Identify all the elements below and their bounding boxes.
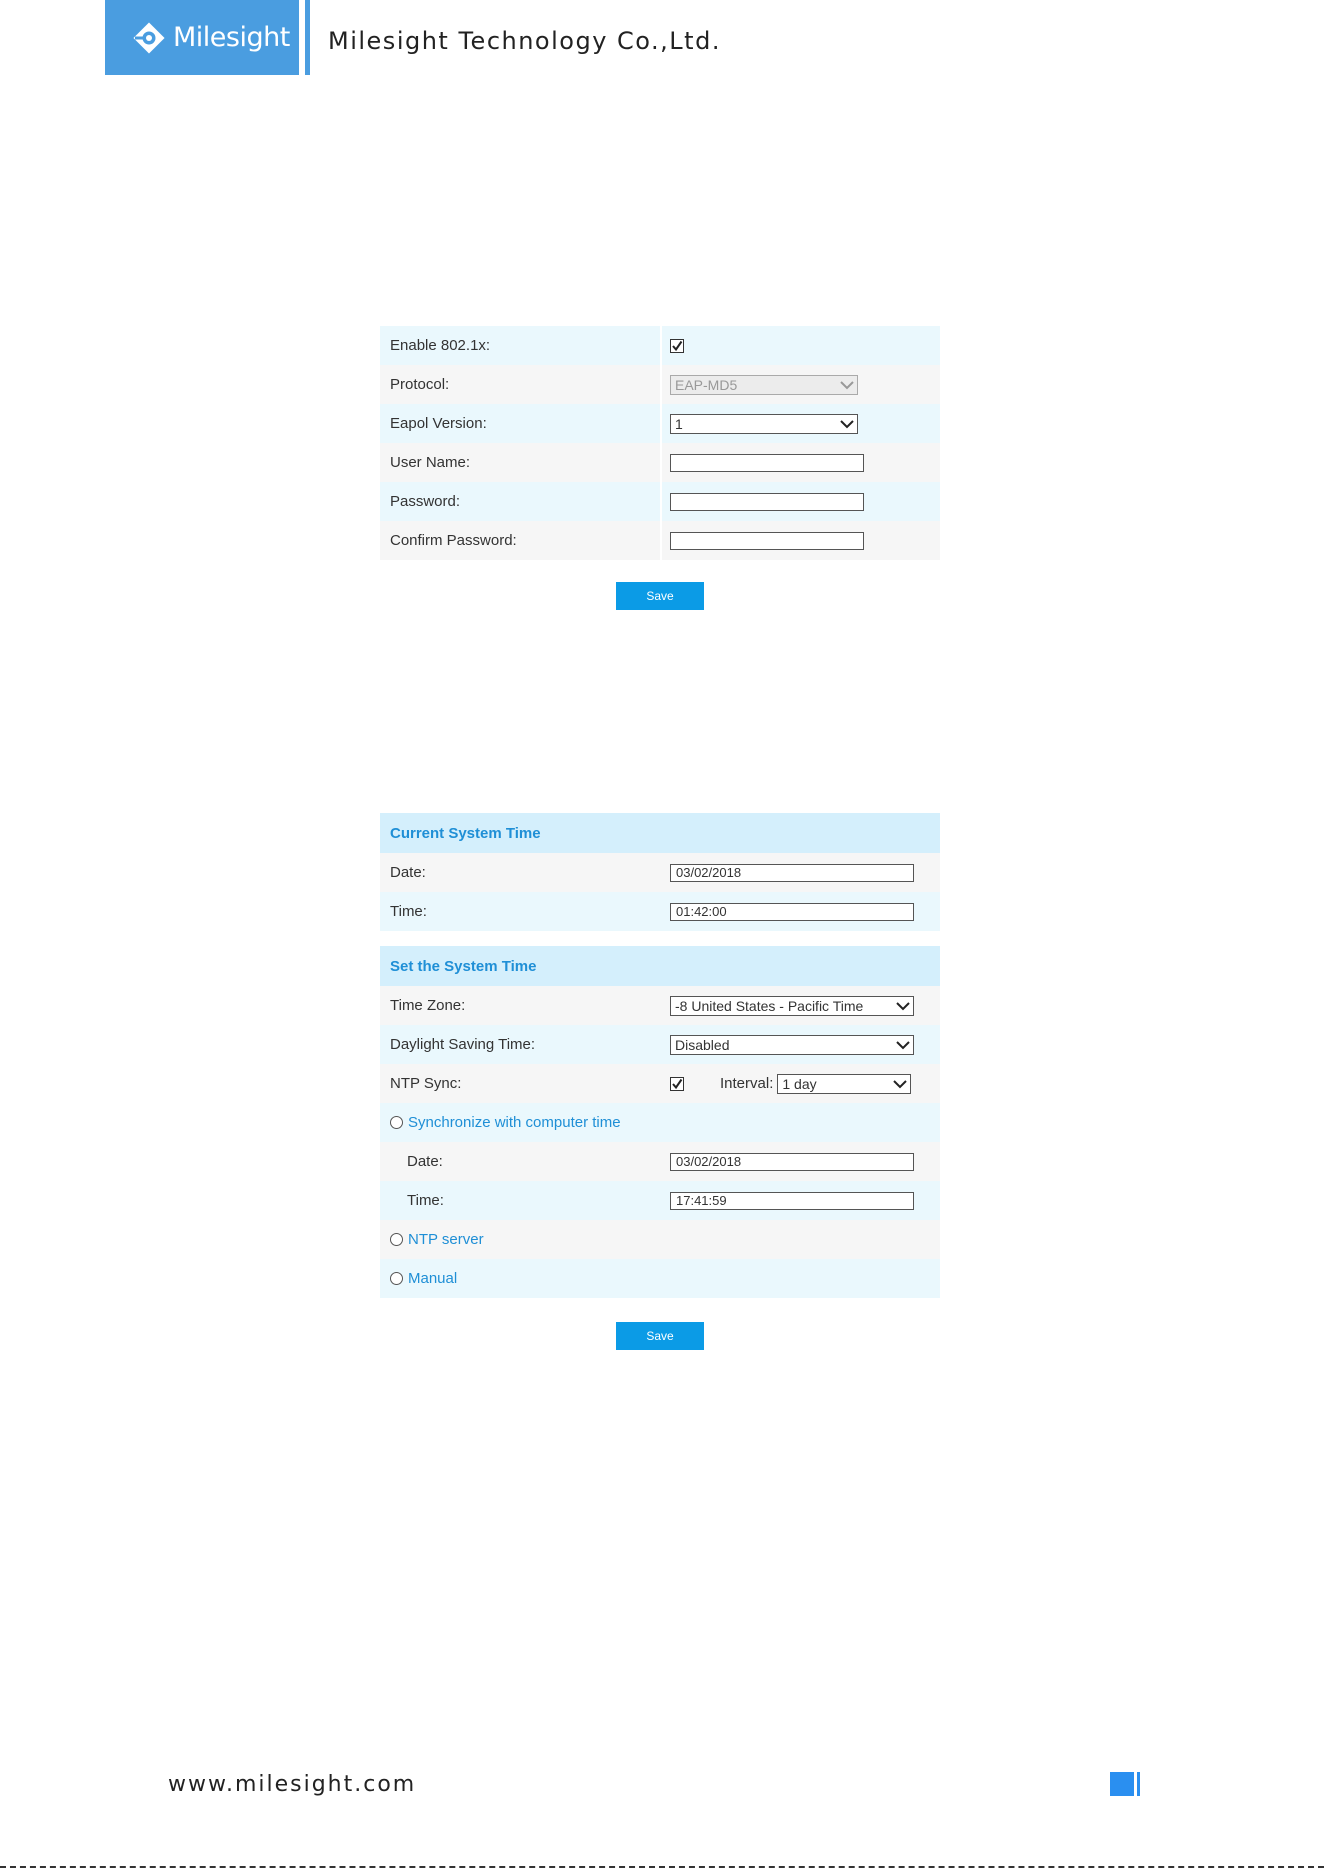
password-label: Password: (390, 493, 461, 510)
confirm-password-label: Confirm Password: (390, 532, 517, 549)
protocol-select (670, 375, 858, 395)
dst-row (380, 1025, 940, 1064)
protocol-row (380, 365, 940, 404)
sync-computer-radio[interactable] (390, 1116, 403, 1129)
ntp-server-radio[interactable] (390, 1233, 403, 1246)
chevron-down-icon (896, 1039, 910, 1051)
confirm-password-row (380, 521, 940, 560)
enable-8021x-label: Enable 802.1x: (390, 337, 491, 354)
sync-time-field: 17:41:59 (670, 1192, 914, 1210)
user-name-row (380, 443, 940, 482)
manual-row[interactable] (380, 1259, 940, 1298)
eapol-version-select[interactable] (670, 414, 858, 434)
user-name-input[interactable] (670, 454, 864, 472)
dst-select[interactable] (670, 1035, 914, 1055)
current-system-time-heading: Current System Time (380, 813, 940, 853)
ntp-server-label: NTP server (408, 1231, 484, 1248)
eapol-version-label: Eapol Version: (390, 415, 487, 432)
enable-8021x-checkbox[interactable] (670, 339, 684, 353)
chevron-down-icon (840, 418, 854, 430)
manual-radio[interactable] (390, 1272, 403, 1285)
manual-label: Manual (408, 1270, 458, 1287)
password-input[interactable] (670, 493, 864, 511)
confirm-password-input[interactable] (670, 532, 864, 550)
dot1x-save-button[interactable]: Save (616, 582, 704, 610)
logo-text: Milesight (173, 22, 290, 53)
set-system-time-heading: Set the System Time (380, 946, 940, 986)
page-marker-bar (1137, 1772, 1140, 1796)
current-date-row (380, 853, 940, 892)
sync-computer-time-row[interactable] (380, 1103, 940, 1142)
dst-label: Daylight Saving Time: (390, 1036, 536, 1053)
sync-time-label: Time: (407, 1192, 444, 1209)
ntp-sync-checkbox[interactable] (670, 1077, 684, 1091)
eapol-version-value: 1 (675, 415, 683, 432)
protocol-label: Protocol: (390, 376, 450, 393)
sync-time-row (380, 1181, 940, 1220)
company-name: Milesight Technology Co.,Ltd. (328, 27, 721, 55)
sync-computer-label: Synchronize with computer time (408, 1114, 621, 1131)
time-save-button[interactable]: Save (616, 1322, 704, 1350)
sync-date-label: Date: (407, 1153, 443, 1170)
chevron-down-icon (840, 379, 854, 391)
ntp-server-row[interactable] (380, 1220, 940, 1259)
dst-value: Disabled (675, 1036, 730, 1053)
ntp-sync-label: NTP Sync: (390, 1075, 462, 1092)
milesight-logo-icon (133, 22, 165, 54)
sync-date-row (380, 1142, 940, 1181)
current-time-label: Time: (390, 903, 427, 920)
current-time-field: 01:42:00 (670, 903, 914, 921)
eapol-version-row (380, 404, 940, 443)
header-divider (305, 0, 310, 75)
enable-8021x-row (380, 326, 940, 365)
interval-value: 1 day (782, 1075, 817, 1092)
interval-label: Interval: (720, 1075, 774, 1092)
page-marker (1110, 1772, 1134, 1796)
time-zone-row (380, 986, 940, 1025)
sync-date-field: 03/02/2018 (670, 1153, 914, 1171)
user-name-label: User Name: (390, 454, 471, 471)
chevron-down-icon (893, 1078, 907, 1090)
time-zone-select[interactable] (670, 996, 914, 1016)
password-row (380, 482, 940, 521)
current-date-label: Date: (390, 864, 426, 881)
time-zone-value: -8 United States - Pacific Time (675, 997, 864, 1014)
protocol-value: EAP-MD5 (675, 376, 738, 393)
current-time-row (380, 892, 940, 931)
chevron-down-icon (896, 1000, 910, 1012)
ntp-sync-row (380, 1064, 940, 1103)
time-zone-label: Time Zone: (390, 997, 466, 1014)
footer-url: www.milesight.com (168, 1772, 417, 1797)
logo (105, 0, 299, 75)
footer-divider (0, 1866, 1324, 1868)
dot1x-settings-panel (380, 326, 940, 560)
interval-select[interactable] (777, 1074, 911, 1094)
system-time-panel (380, 813, 940, 1298)
current-date-field: 03/02/2018 (670, 864, 914, 882)
